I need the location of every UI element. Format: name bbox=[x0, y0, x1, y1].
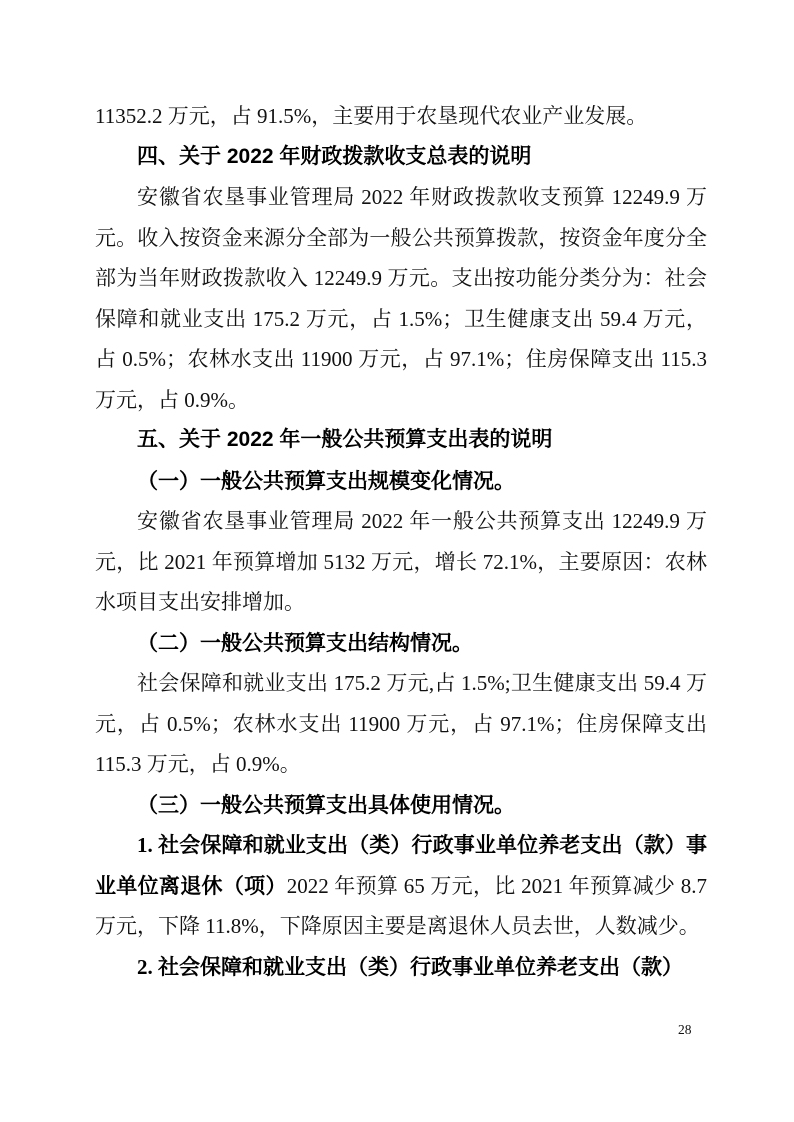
paragraph-fiscal-appropriation-summary: 安徽省农垦事业管理局 2022 年财政拨款收支预算 12249.9 万元。收入按资金来源分全部为一般公共预算拨款，按资金年度分全部为当年财政拨款收入 12249.9 万元。支出按功能分类分为：社会保障和就业支出 175.2 万元，占 1.5%；卫生健康支出 59.4 万元，占 0.5%；农林水支出 11900 万元，占 97.1%；住房保障支出 115.3 万元，占 0.9%。 bbox=[95, 185, 707, 412]
paragraph-continued-previous-page: 11352.2 万元，占 91.5%，主要用于农垦现代农业产业发展。 bbox=[95, 104, 648, 128]
page-number: 28 bbox=[678, 1022, 692, 1037]
numbered-item-2 bbox=[95, 947, 707, 988]
sub-heading-5-1: （一）一般公共预算支出规模变化情况。 bbox=[137, 468, 515, 493]
paragraph-budget-structure: 社会保障和就业支出 175.2 万元,占 1.5%;卫生健康支出 59.4 万元，占 0.5%；农林水支出 11900 万元，占 97.1%；住房保障支出 115.3 万元，占 0.9%。 bbox=[95, 671, 707, 776]
paragraph-budget-scale-change: 安徽省农垦事业管理局 2022 年一般公共预算支出 12249.9 万元，比 2021 年预算增加 5132 万元，增长 72.1%，主要原因：农林水项目支出安排增加。 bbox=[95, 509, 707, 614]
numbered-item-1-body: 2022 年预算 65 万元，比 2021 年预算减少 8.7 万元，下降 11.8%，下降原因主要是离退休人员去世，人数减少。 bbox=[95, 873, 707, 938]
document-body bbox=[95, 96, 707, 987]
sub-heading-5-3: （三）一般公共预算支出具体使用情况。 bbox=[137, 792, 515, 817]
numbered-item-1 bbox=[95, 825, 707, 947]
numbered-item-2-bold-lead: 2. 社会保障和就业支出（类）行政事业单位养老支出（款） bbox=[137, 954, 683, 979]
section-heading-5: 五、关于 2022 年一般公共预算支出表的说明 bbox=[137, 428, 553, 451]
section-heading-4: 四、关于 2022 年财政拨款收支总表的说明 bbox=[137, 144, 532, 168]
sub-heading-5-2: （二）一般公共预算支出结构情况。 bbox=[137, 630, 473, 655]
numbered-item-1-bold-lead: 1. 社会保障和就业支出（类）行政事业单位养老支出（款）事业单位离退休（项） bbox=[95, 833, 707, 898]
